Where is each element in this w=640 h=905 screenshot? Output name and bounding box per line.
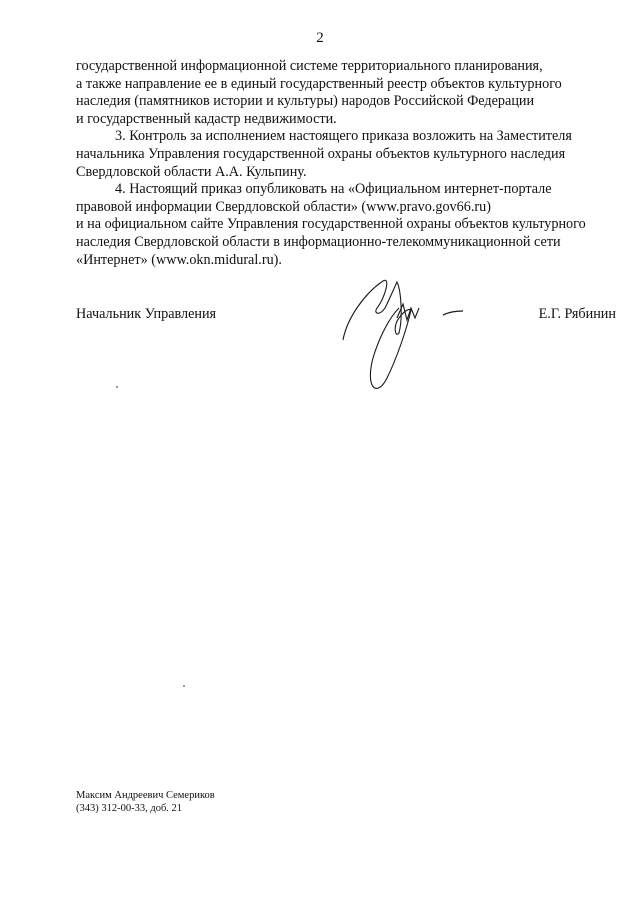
paragraph-4-line: правовой информации Свердловской области» (www.pravo.gov66.ru) — [76, 198, 491, 215]
signatory-position: Начальник Управления — [76, 306, 217, 322]
paragraph-4-line: и на официальном сайте Управления государственной охраны объектов культурного — [76, 216, 586, 233]
contact-info — [76, 789, 215, 815]
paragraph-line: а также направление ее в единый государственный реестр объектов культурного — [76, 75, 562, 92]
paragraph-3-line: начальника Управления государственной охраны объектов культурного наследия — [76, 145, 566, 162]
paragraph-4-line: 4. Настоящий приказ опубликовать на «Официальном интернет-портале — [115, 181, 552, 198]
handwritten-signature-icon — [325, 278, 475, 398]
paragraph-line: и государственный кадастр недвижимости. — [76, 110, 337, 127]
paragraph-3-line: 3. Контроль за исполнением настоящего приказа возложить на Заместителя — [115, 128, 572, 145]
paragraph-4-line: «Интернет» (www.okn.midural.ru). — [76, 251, 282, 268]
paragraph-line: государственной информационной системе территориального планирования, — [76, 58, 543, 74]
paragraph-line: наследия (памятников истории и культуры) народов Российской Федерации — [76, 93, 535, 110]
contact-name: Максим Андреевич Семериков — [76, 790, 215, 801]
paragraph-4-line: наследия Свердловской области в информационно-телекоммуникационной сети — [76, 233, 561, 250]
paragraph-3-line: Свердловской области А.А. Кульпину. — [76, 163, 307, 180]
page-number: 2 — [316, 30, 324, 46]
signatory-name: Е.Г. Рябинин — [538, 306, 616, 322]
contact-phone: (343) 312-00-33, доб. 21 — [76, 803, 183, 814]
scan-speck — [116, 386, 118, 388]
document-body — [76, 58, 616, 269]
scan-speck — [183, 685, 185, 687]
